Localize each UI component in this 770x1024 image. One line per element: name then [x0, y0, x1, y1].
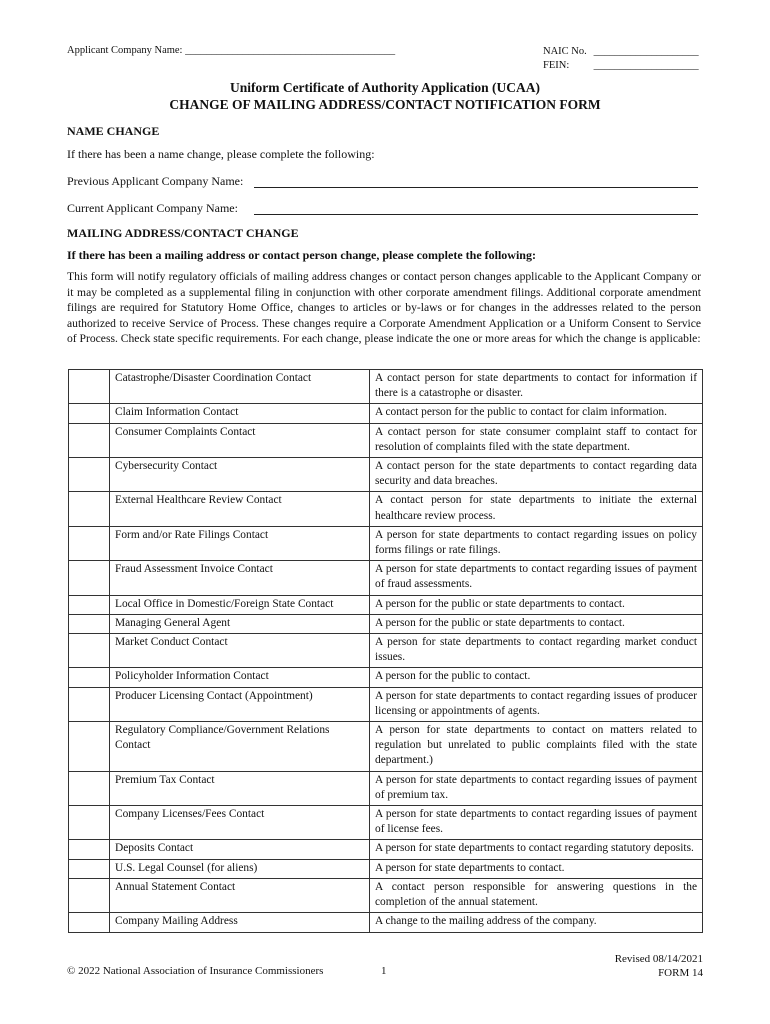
mailing-instruction: If there has been a mailing address or contact person change, please complete the following:	[67, 248, 536, 262]
table-row	[69, 370, 703, 404]
checkbox-cell[interactable]	[69, 722, 110, 772]
contact-description: A person for state departments to contact.	[370, 859, 703, 878]
name-change-instruction: If there has been a name change, please complete the following:	[67, 147, 375, 161]
checkbox-cell[interactable]	[69, 595, 110, 614]
fein-label: FEIN:	[543, 60, 570, 71]
table-row	[69, 492, 703, 526]
table-row	[69, 634, 703, 668]
contact-description: A person for state departments to contact regarding issues of payment of license fees.	[370, 806, 703, 840]
form-id-block	[615, 952, 703, 980]
contact-description: A person for state departments to contact on matters related to regulation but unrelated to public complaints filed with the state department.)	[370, 722, 703, 772]
contact-type: Company Mailing Address	[110, 913, 370, 932]
contact-type: Catastrophe/Disaster Coordination Contact	[110, 370, 370, 404]
current-name-line[interactable]	[254, 214, 698, 215]
table-row	[69, 526, 703, 560]
form-title: Uniform Certificate of Authority Application (UCAA)	[229, 80, 541, 95]
contact-table-body	[69, 370, 703, 933]
table-row	[69, 668, 703, 687]
mailing-heading: MAILING ADDRESS/CONTACT CHANGE	[67, 226, 299, 240]
contact-type: U.S. Legal Counsel (for aliens)	[110, 859, 370, 878]
contact-description: A contact person for state departments to contact for information if there is a catastrophe or disaster.	[370, 370, 703, 404]
contact-table	[68, 369, 703, 933]
contact-description: A contact person for state consumer complaint staff to contact for resolution of complaints filed with the state department.	[370, 423, 703, 457]
contact-type: Premium Tax Contact	[110, 771, 370, 805]
contact-description: A contact person for the state departments to contact regarding data security and data breaches.	[370, 458, 703, 492]
previous-name-label: Previous Applicant Company Name:	[67, 174, 244, 188]
checkbox-cell[interactable]	[69, 526, 110, 560]
naic-blank[interactable]: ____________________	[593, 46, 699, 57]
applicant-company-blank[interactable]: ________________________________________	[185, 45, 396, 56]
contact-type: Local Office in Domestic/Foreign State Contact	[110, 595, 370, 614]
checkbox-cell[interactable]	[69, 806, 110, 840]
contact-type: Claim Information Contact	[110, 404, 370, 423]
copyright: © 2022 National Association of Insurance Commissioners	[67, 965, 324, 977]
table-row	[69, 404, 703, 423]
contact-description: A contact person for the public to contact for claim information.	[370, 404, 703, 423]
contact-type: Form and/or Rate Filings Contact	[110, 526, 370, 560]
contact-type: Policyholder Information Contact	[110, 668, 370, 687]
table-row	[69, 561, 703, 595]
contact-type: Cybersecurity Contact	[110, 458, 370, 492]
table-row	[69, 859, 703, 878]
checkbox-cell[interactable]	[69, 668, 110, 687]
checkbox-cell[interactable]	[69, 913, 110, 932]
contact-description: A person for state departments to contact regarding issues of payment of fraud assessments.	[370, 561, 703, 595]
contact-description: A person for state departments to contact regarding statutory deposits.	[370, 840, 703, 859]
checkbox-cell[interactable]	[69, 458, 110, 492]
contact-description: A person for state departments to contact regarding market conduct issues.	[370, 634, 703, 668]
fein-field	[543, 59, 699, 73]
checkbox-cell[interactable]	[69, 561, 110, 595]
checkbox-cell[interactable]	[69, 771, 110, 805]
table-row	[69, 806, 703, 840]
contact-type: Fraud Assessment Invoice Contact	[110, 561, 370, 595]
checkbox-cell[interactable]	[69, 370, 110, 404]
contact-description: A contact person for state departments to initiate the external healthcare review process.	[370, 492, 703, 526]
contact-type: Company Licenses/Fees Contact	[110, 806, 370, 840]
contact-description: A person for the public to contact.	[370, 668, 703, 687]
table-row	[69, 771, 703, 805]
table-row	[69, 722, 703, 772]
page-number: 1	[381, 965, 387, 977]
contact-type: External Healthcare Review Contact	[110, 492, 370, 526]
table-row	[69, 840, 703, 859]
table-row	[69, 687, 703, 721]
table-row	[69, 595, 703, 614]
checkbox-cell[interactable]	[69, 423, 110, 457]
checkbox-cell[interactable]	[69, 840, 110, 859]
contact-description: A person for state departments to contact regarding issues of payment of premium tax.	[370, 771, 703, 805]
contact-type: Producer Licensing Contact (Appointment)	[110, 687, 370, 721]
table-row	[69, 878, 703, 912]
checkbox-cell[interactable]	[69, 634, 110, 668]
checkbox-cell[interactable]	[69, 614, 110, 633]
revised-date: Revised 08/14/2021	[614, 953, 703, 965]
table-row	[69, 458, 703, 492]
checkbox-cell[interactable]	[69, 878, 110, 912]
contact-type: Regulatory Compliance/Government Relations Contact	[110, 722, 370, 772]
naic-field	[543, 45, 699, 59]
contact-description: A person for state departments to contact regarding issues of producer licensing or appointments of agents.	[370, 687, 703, 721]
name-change-heading: NAME CHANGE	[67, 124, 160, 138]
contact-description: A person for the public or state departments to contact.	[370, 614, 703, 633]
fein-blank[interactable]: ____________________	[593, 60, 699, 71]
table-row	[69, 423, 703, 457]
form-number: FORM 14	[658, 967, 703, 979]
checkbox-cell[interactable]	[69, 492, 110, 526]
checkbox-cell[interactable]	[69, 404, 110, 423]
checkbox-cell[interactable]	[69, 687, 110, 721]
checkbox-cell[interactable]	[69, 859, 110, 878]
contact-type: Annual Statement Contact	[110, 878, 370, 912]
contact-type: Managing General Agent	[110, 614, 370, 633]
current-name-label: Current Applicant Company Name:	[67, 201, 238, 215]
contact-type: Market Conduct Contact	[110, 634, 370, 668]
contact-description: A person for state departments to contact regarding issues on policy forms filings or rate filings.	[370, 526, 703, 560]
contact-description: A change to the mailing address of the company.	[370, 913, 703, 932]
contact-type: Consumer Complaints Contact	[110, 423, 370, 457]
naic-fein-block	[543, 45, 699, 73]
contact-description: A contact person responsible for answering questions in the completion of the annual statement.	[370, 878, 703, 912]
mailing-paragraph: This form will notify regulatory officials of mailing address changes or contact person changes applicable to the Applicant Company or it may be completed as a supplemental filing in conjunction with other corporate amendment filings. Additional corporate amendment filings are required for Statutory Home Office, changes to articles or by-laws or for changes in the addresses related to the person authorized to receive Service of Process. These changes require a Corporate Amendment Application or a Uniform Consent to Service of Process. Check state specific requirements. For each change, please indicate the one or more areas for which the change is applicable:	[67, 270, 701, 346]
applicant-company-label: Applicant Company Name:	[67, 45, 183, 56]
table-row	[69, 913, 703, 932]
applicant-company-field	[67, 45, 395, 56]
contact-type: Deposits Contact	[110, 840, 370, 859]
naic-label: NAIC No.	[543, 46, 587, 57]
previous-name-line[interactable]	[254, 187, 698, 188]
form-subtitle: CHANGE OF MAILING ADDRESS/CONTACT NOTIFICATION FORM	[169, 97, 601, 112]
table-row	[69, 614, 703, 633]
contact-description: A person for the public or state departments to contact.	[370, 595, 703, 614]
